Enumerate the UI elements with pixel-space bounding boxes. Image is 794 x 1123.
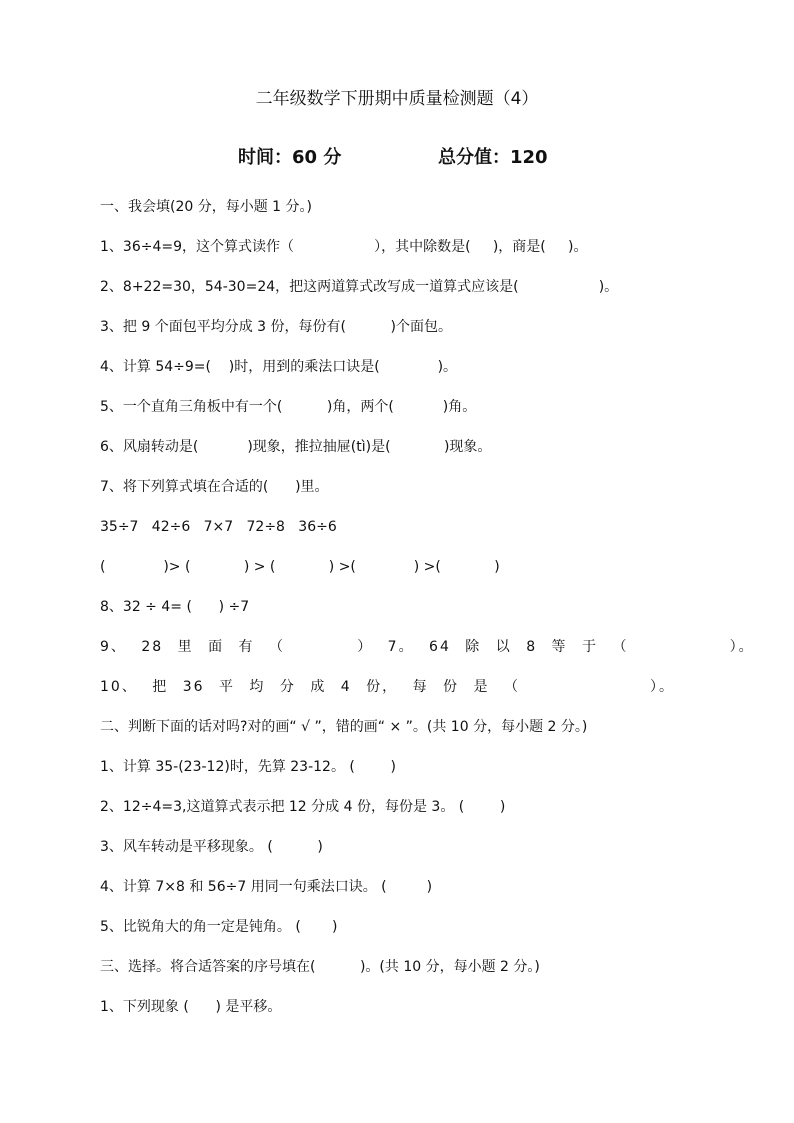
section-three-heading: 三、选择。将合适答案的序号填在( )。(共 10 分，每小题 2 分。) — [100, 959, 540, 975]
score-label: 总分值：120 — [438, 147, 548, 168]
question-2-2: 2、12÷4=3,这道算式表示把 12 分成 4 份，每份是 3。 ( ) — [100, 799, 506, 815]
section-two-heading: 二、判断下面的话对吗?对的画“ √ ”，错的画“ × ”。(共 10 分，每小题 2 分。) — [100, 719, 588, 735]
question-1-8: 8、32 ÷ 4= ( ) ÷7 — [100, 599, 250, 615]
question-2-5: 5、比锐角大的角一定是钝角。 ( ) — [100, 919, 338, 935]
question-1-3: 3、把 9 个面包平均分成 3 份，每份有( )个面包。 — [100, 319, 452, 335]
question-1-9: 9、 28 里 面 有 （ ） 7。 64 除 以 8 等 于 （ ）。 — [100, 639, 755, 655]
question-1-10: 10、 把 36 平 均 分 成 4 份， 每 份 是 （ ）。 — [100, 679, 675, 695]
question-1-6: 6、风扇转动是( )现象，推拉抽屉(tì)是( )现象。 — [100, 439, 492, 455]
question-2-4: 4、计算 7×8 和 56÷7 用同一句乘法口诀。 ( ) — [100, 879, 433, 895]
question-2-3: 3、风车转动是平移现象。 ( ) — [100, 839, 323, 855]
expression-list: 35÷7 42÷6 7×7 72÷8 36÷6 — [100, 519, 337, 535]
time-label: 时间：60 分 — [238, 147, 342, 168]
question-1-1: 1、36÷4=9，这个算式读作（ ），其中除数是( )，商是( )。 — [100, 239, 588, 255]
question-3-1: 1、下列现象 ( ) 是平移。 — [100, 999, 282, 1015]
comparison-blanks: ( )> ( ) > ( ) >( ) >( ) — [100, 559, 500, 575]
question-1-4: 4、计算 54÷9=( )时，用到的乘法口诀是( )。 — [100, 359, 458, 375]
question-1-5: 5、一个直角三角板中有一个( )角，两个( )角。 — [100, 399, 477, 415]
section-one-heading: 一、我会填(20 分，每小题 1 分。) — [100, 199, 312, 215]
page-title: 二年级数学下册期中质量检测题（4） — [255, 89, 539, 109]
question-1-2: 2、8+22=30，54-30=24，把这两道算式改写成一道算式应该是( )。 — [100, 279, 619, 295]
question-2-1: 1、计算 35-(23-12)时，先算 23-12。 ( ) — [100, 759, 396, 775]
question-1-7: 7、将下列算式填在合适的( )里。 — [100, 479, 329, 495]
